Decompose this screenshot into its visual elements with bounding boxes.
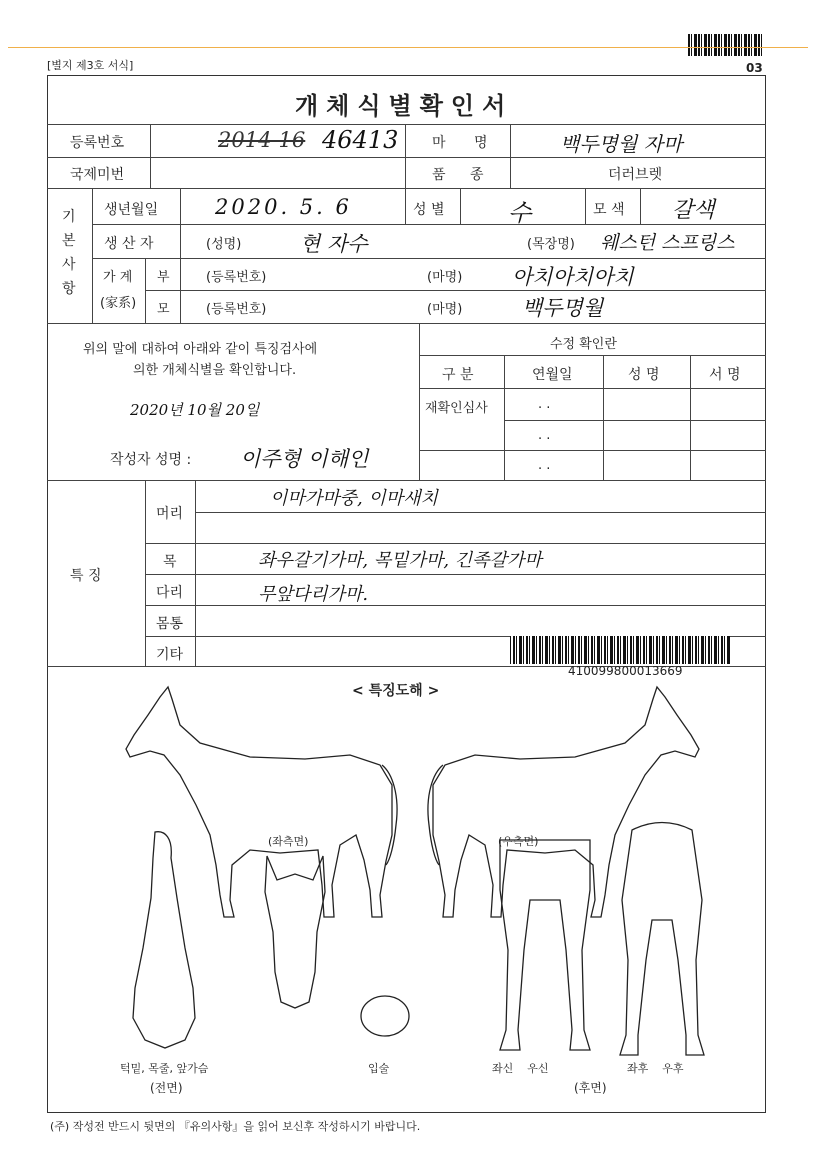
sex-label: 성 별 bbox=[413, 202, 445, 218]
confirmation-date: 2020년 10월 20일 bbox=[130, 401, 260, 419]
rev-header-type: 구 분 bbox=[442, 367, 474, 383]
sire-name-value: 아치아치아치 bbox=[512, 265, 634, 289]
sex-value: 수 bbox=[508, 199, 532, 227]
family-hanja: (家系) bbox=[100, 296, 137, 311]
form-number: [별지 제3호 서식] bbox=[47, 59, 134, 72]
breed-label: 품 종 bbox=[432, 167, 494, 183]
rear-caption: 좌후 우후 bbox=[627, 1062, 684, 1075]
rev-header-date: 연월일 bbox=[532, 367, 573, 383]
header-rule bbox=[8, 47, 808, 48]
writer-value: 이주형 이해인 bbox=[240, 447, 369, 471]
lips-drawing bbox=[355, 990, 415, 1050]
front-label: (전면) bbox=[150, 1081, 183, 1095]
dam-reg-label: (등록번호) bbox=[206, 302, 267, 317]
legs-label: 다리 bbox=[156, 585, 184, 601]
features-section-label: 특 징 bbox=[70, 568, 102, 584]
writer-label: 작성자 성명 : bbox=[110, 452, 192, 468]
front-head-drawing bbox=[255, 852, 335, 1012]
breeder-label: 생 산 자 bbox=[104, 236, 154, 252]
front-neck-drawing bbox=[115, 828, 210, 1058]
diagram-title: < 특징도해 > bbox=[352, 683, 440, 699]
horse-name-label: 마 명 bbox=[432, 135, 500, 151]
footer-note: (주) 작성전 반드시 뒷면의 『유의사항』을 읽어 보신후 작성하시기 바랍니다. bbox=[50, 1120, 421, 1133]
sire-reg-label: (등록번호) bbox=[206, 270, 267, 285]
lips-label: 입술 bbox=[368, 1062, 390, 1075]
document-title: 개체식별확인서 bbox=[295, 92, 514, 120]
basic-section-label: 기본사항 bbox=[62, 209, 76, 297]
sire-name-label: (마명) bbox=[427, 270, 463, 285]
form-barcode bbox=[510, 636, 730, 664]
color-value: 갈색 bbox=[672, 198, 715, 223]
rev-header-name: 성 명 bbox=[628, 367, 660, 383]
breeder-name-value: 현 자수 bbox=[300, 232, 368, 256]
sire-label: 부 bbox=[157, 270, 170, 285]
front-caption: 턱밑, 목줄, 앞가슴 bbox=[120, 1062, 209, 1075]
breed-value: 더러브렛 bbox=[608, 167, 663, 183]
other-label: 기타 bbox=[156, 647, 184, 663]
right-side-label: (우측면) bbox=[498, 835, 539, 848]
farm-value: 웨스턴 스프링스 bbox=[600, 232, 735, 254]
left-side-label: (좌측면) bbox=[268, 835, 309, 848]
rear-label: (후면) bbox=[574, 1081, 607, 1095]
legs-value: 무앞다리가마. bbox=[258, 584, 369, 605]
horse-name-value: 백두명월 자마 bbox=[560, 132, 683, 156]
rear-view-drawing bbox=[612, 820, 712, 1060]
neck-label: 목 bbox=[163, 554, 177, 570]
rev-date-dots: . . bbox=[538, 397, 551, 412]
head-label: 머리 bbox=[156, 506, 184, 522]
head-value: 이마가마중, 이마새치 bbox=[270, 488, 438, 509]
neck-value: 좌우갈기가마, 목밑가마, 긴족갈가마 bbox=[258, 550, 542, 571]
dam-label: 모 bbox=[157, 302, 170, 317]
reg-no-label: 등록번호 bbox=[70, 135, 125, 151]
dam-name-value: 백두명월 bbox=[522, 296, 604, 320]
rev-header-sign: 서 명 bbox=[709, 367, 741, 383]
statement-line2: 의한 개체식별을 확인합니다. bbox=[133, 363, 297, 378]
rev-date-dots: . . bbox=[538, 458, 551, 473]
reg-no-struck: 2014-16 bbox=[218, 128, 306, 152]
dam-name-label: (마명) bbox=[427, 302, 463, 317]
front-legs-drawing bbox=[490, 830, 600, 1060]
statement-line1: 위의 말에 대하여 아래와 같이 특징검사에 bbox=[83, 342, 318, 357]
reg-no-value: 46413 bbox=[322, 126, 399, 154]
page-number: 03 bbox=[746, 61, 763, 75]
birth-label: 생년월일 bbox=[104, 202, 159, 218]
breeder-name-label: (성명) bbox=[206, 237, 242, 252]
rev-first-label: 재확인심사 bbox=[425, 401, 488, 416]
body-label: 몸통 bbox=[156, 616, 184, 632]
revision-title: 수정 확인란 bbox=[550, 337, 617, 352]
hind-legs-label: 좌신 우신 bbox=[492, 1062, 549, 1075]
color-label: 모 색 bbox=[593, 202, 625, 218]
rev-date-dots: . . bbox=[538, 428, 551, 443]
barcode-number: 410099800013669 bbox=[568, 664, 683, 678]
birth-value: 2020. 5. 6 bbox=[215, 195, 352, 219]
farm-label: (목장명) bbox=[527, 237, 575, 252]
family-label: 가 계 bbox=[103, 270, 133, 285]
top-barcode bbox=[688, 34, 762, 56]
intl-no-label: 국제미번 bbox=[70, 167, 125, 183]
